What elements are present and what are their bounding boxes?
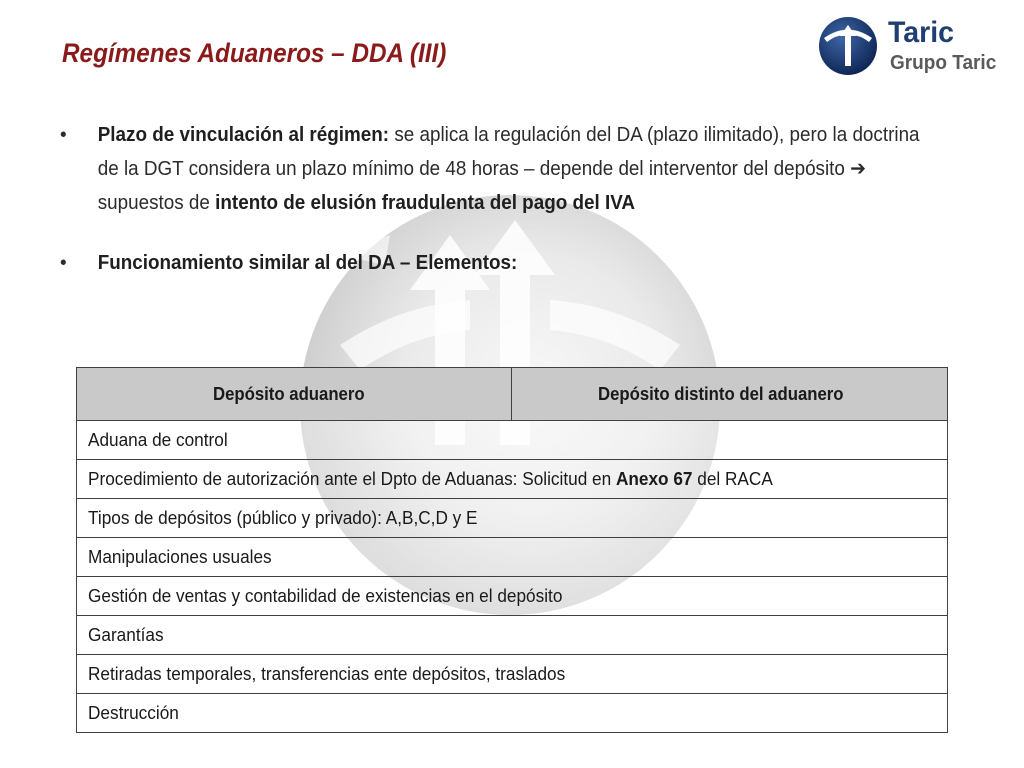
bullet-marker: • — [60, 123, 67, 146]
table-row — [77, 616, 948, 655]
bullet-item-plazo — [60, 118, 944, 220]
table-row — [77, 694, 948, 733]
bullet-text-cont: supuestos de — [97, 191, 216, 214]
bullet-bold-emphasis: intento de elusión fraudulenta del pago del IVA — [215, 191, 636, 214]
bullet-item-funcionamiento — [60, 246, 944, 280]
table-header-cell: Depósito aduanero — [77, 368, 512, 421]
arrow-right-icon: ➔ — [850, 157, 866, 180]
taric-logo — [818, 14, 1018, 78]
table-cell: Manipulaciones usuales — [77, 538, 948, 577]
table-row — [77, 421, 948, 460]
table-cell: Gestión de ventas y contabilidad de existencias en el depósito — [77, 577, 948, 616]
bullet-marker: • — [60, 251, 67, 274]
slide-title: Regímenes Aduaneros – DDA (III) — [62, 38, 447, 68]
bullet-bold-lead: Funcionamiento similar al del DA – Elementos: — [97, 251, 518, 274]
table-row — [77, 499, 948, 538]
table-row — [77, 460, 948, 499]
brand-name: Taric — [888, 16, 955, 49]
table-row — [77, 655, 948, 694]
table-cell: Retiradas temporales, transferencias ente depósitos, traslados — [77, 655, 948, 694]
elements-table — [76, 367, 948, 733]
table-cell: Procedimiento de autorización ante el Dpto de Aduanas: Solicitud en Anexo 67 del RACA — [77, 460, 948, 499]
table-row — [77, 538, 948, 577]
table-row — [77, 577, 948, 616]
table-header-cell: Depósito distinto del aduanero — [512, 368, 948, 421]
table-cell: Aduana de control — [77, 421, 948, 460]
brand-group-name: Grupo Taric — [890, 52, 997, 74]
table-cell: Garantías — [77, 616, 948, 655]
bullet-list — [60, 118, 960, 280]
bullet-bold-lead: Plazo de vinculación al régimen: — [97, 123, 390, 146]
table-cell: Tipos de depósitos (público y privado): A,B,C,D y E — [77, 499, 948, 538]
bullet-text: se aplica la regulación del DA (plazo ilimitado), pero la doctrina de la DGT considera un plazo mínimo de 48 horas – depende del interventor del depósito — [97, 123, 920, 180]
table-header-row — [77, 368, 948, 421]
table-cell: Destrucción — [77, 694, 948, 733]
globe-logo-icon — [818, 16, 878, 76]
